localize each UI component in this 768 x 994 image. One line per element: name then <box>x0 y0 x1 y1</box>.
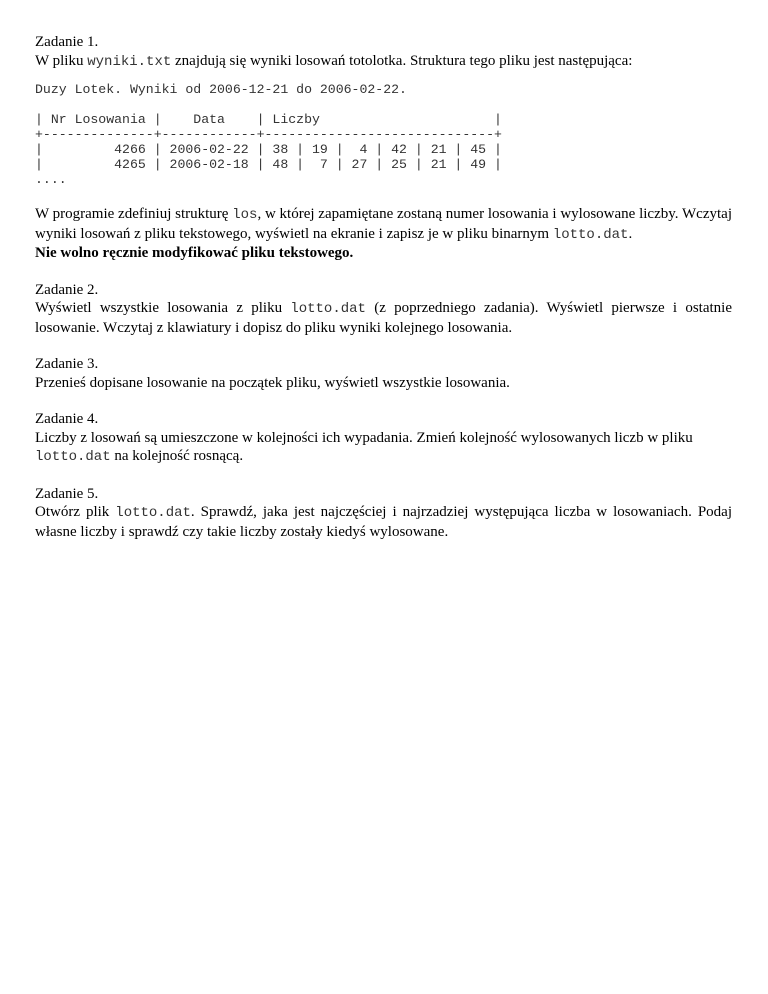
task-5-description <box>35 503 732 541</box>
task-2-description <box>35 299 732 337</box>
file-name-lotto: lotto.dat <box>552 226 629 243</box>
task-1-desc-text-2: , w której zapamiętane zostaną numer losowania i wylosowane liczby. Wczytaj wyniki losowań z pliku tekstowego, wyświetl na ekranie i zapisz je w pliku binarnym <box>35 206 732 242</box>
task-1-intro-rest: znajdują się wyniki losowań totolotka. Struktura tego pliku jest następująca: <box>171 52 633 69</box>
task-2-desc-rest: (z poprzedniego zadania). Wyświetl pierwsze i ostatnie losowanie. Wczytaj z klawiatury i dopisz do pliku wyniki kolejnego losowania. <box>35 300 732 336</box>
code-line: +--------------+------------+-----------------------------+ <box>35 127 502 142</box>
file-name-lotto: lotto.dat <box>35 449 111 465</box>
task-4 <box>35 410 732 467</box>
task-1-description <box>35 205 732 263</box>
task-4-desc-rest: na kolejność rosnącą. <box>110 448 244 464</box>
task-2-heading: Zadanie 2. <box>35 281 99 298</box>
task-1-heading: Zadanie 1. <box>35 34 99 50</box>
task-2 <box>35 281 732 338</box>
code-title-line: Duzy Lotek. Wyniki od 2006-12-21 do 2006-02-22. <box>35 82 407 97</box>
file-name-wyniki: wyniki.txt <box>87 53 172 70</box>
file-name-lotto: lotto.dat <box>115 505 191 521</box>
task-1-desc-text: W programie zdefiniuj strukturę <box>35 206 233 222</box>
task-5-desc-text: Otwórz plik <box>35 504 116 520</box>
task-5 <box>35 485 732 542</box>
task-3-description: Przenieś dopisane losowanie na początek pliku, wyświetl wszystkie losowania. <box>35 374 510 391</box>
task-1-warning: Nie wolno ręcznie modyfikować pliku tekstowego. <box>35 245 354 261</box>
task-4-heading: Zadanie 4. <box>35 411 99 427</box>
task-1-intro-text: W pliku <box>35 52 88 69</box>
code-line: | 4265 | 2006-02-18 | 48 | 7 | 27 | 25 | 21 | 49 | <box>35 157 502 172</box>
task-4-description <box>35 429 732 467</box>
task-4-desc-text: Liczby z losowań są umieszczone w kolejności ich wypadania. Zmień kolejność wylosowanych liczb w pliku <box>35 429 693 446</box>
task-5-desc-rest: . Sprawdź, jaka jest najczęściej i najrzadziej występująca liczba w losowaniach. Podaj własne liczby i sprawdź czy takie liczby zostały kiedyś wylosowane. <box>35 504 732 540</box>
task-3 <box>35 355 732 392</box>
task-2-desc-text: Wyświetl wszystkie losowania z pliku <box>35 300 291 316</box>
task-3-heading: Zadanie 3. <box>35 356 99 372</box>
code-line: | 4266 | 2006-02-22 | 38 | 19 | 4 | 42 | 21 | 45 | <box>35 142 502 157</box>
code-line: .... <box>35 172 67 187</box>
task-5-heading: Zadanie 5. <box>35 485 99 502</box>
document-page <box>35 33 732 559</box>
task-1-desc-end: . <box>628 225 633 242</box>
task-1 <box>35 33 732 263</box>
code-table <box>35 112 732 187</box>
file-name-lotto: lotto.dat <box>290 301 366 317</box>
code-line: | Nr Losowania | Data | Liczby | <box>35 112 502 127</box>
struct-name-los: los <box>232 207 258 223</box>
task-1-intro <box>35 52 732 72</box>
